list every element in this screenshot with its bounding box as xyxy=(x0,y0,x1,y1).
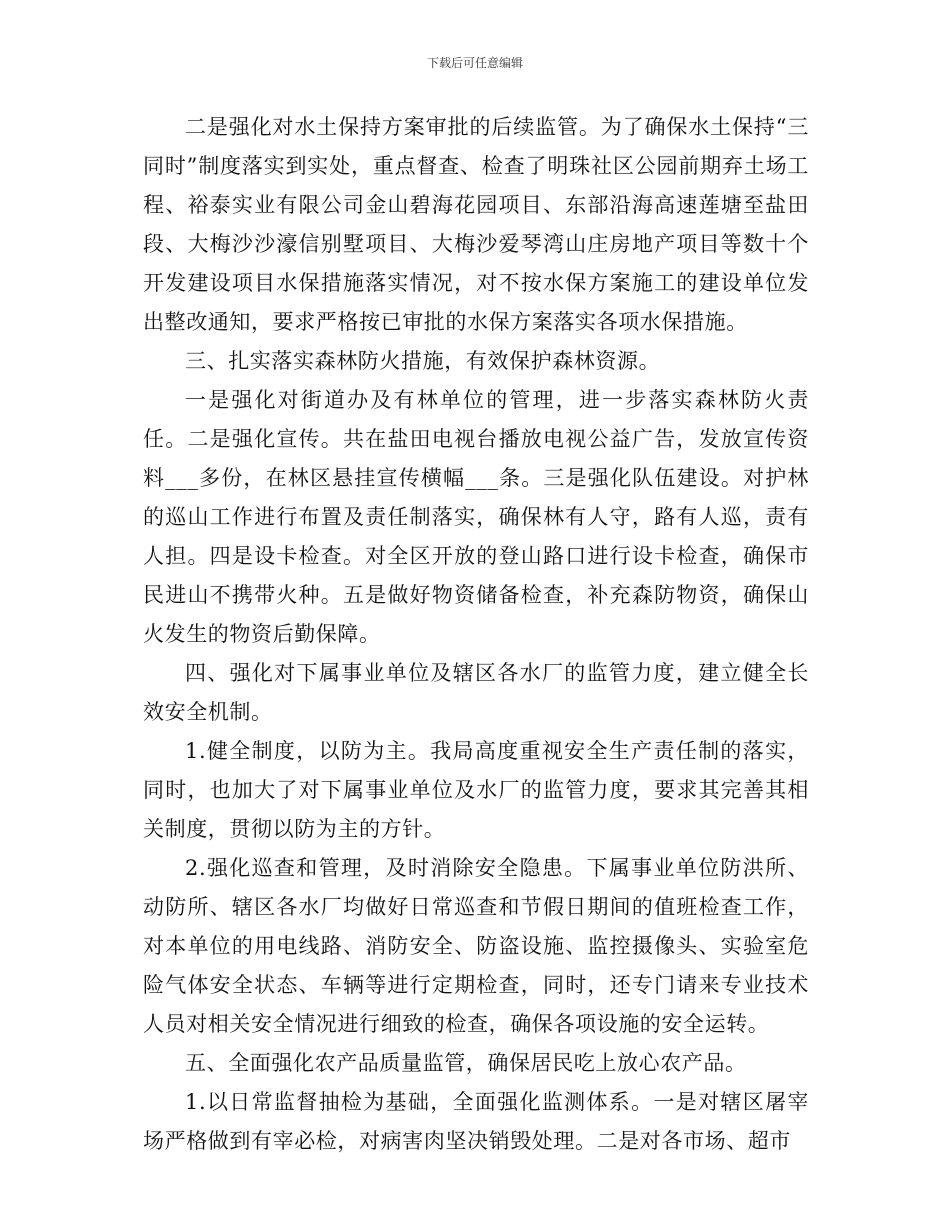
heading-forest-fire-prevention: 三、扎实落实森林防火措施，有效保护森林资源。 xyxy=(185,349,661,373)
paragraph-system-prevention: 1.健全制度，以防为主。我局高度重视安全生产责任制的落实，同时，也加大了对下属事业单位及水厂的监管力度，要求其完善其相关制度，贯彻以防为主的方针。 xyxy=(143,739,809,841)
heading-safety-mechanism: 四、强化对下属事业单位及辖区各水厂的监管力度，建立健全长效安全机制。 xyxy=(143,661,809,724)
page-header: 下载后可任意编辑 xyxy=(426,56,523,70)
heading-agricultural-quality: 五、全面强化农产品质量监管，确保居民吃上放心农产品。 xyxy=(185,1051,747,1075)
paragraph-monitoring-system: 1.以日常监督抽检为基础，全面强化监测体系。一是对辖区屠宰场严格做到有宰必检，对病害肉坚决销毁处理。二是对各市场、超市 xyxy=(143,1090,809,1153)
paragraph-forest-fire-measures: 一是强化对街道办及有林单位的管理，进一步落实森林防火责任。二是强化宣传。共在盐田电视台播放电视公益广告，发放宣传资料___多份，在林区悬挂宣传横幅___条。三是强化队伍建设。对护林的巡山工作进行布置及责任制落实，确保林有人守，路有人巡，责有人担。四是设卡检查。对全区开放的登山路口进行设卡检查，确保市民进山不携带火种。五是做好物资储备检查，补充森防物资，确保山火发生的物资后勤保障。 xyxy=(143,388,809,646)
paragraph-water-soil-supervision: 二是强化对水土保持方案审批的后续监管。为了确保水土保持“三同时”制度落实到实处，重点督查、检查了明珠社区公园前期弃土场工程、裕泰实业有限公司金山碧海花园项目、东部沿海高速莲塘至盐田段、大梅沙沙濠信别墅项目、大梅沙爱琴湾山庄房地产项目等数十个开发建设项目水保措施落实情况，对不按水保方案施工的建设单位发出整改通知，要求严格按已审批的水保方案落实各项水保措施。 xyxy=(143,115,809,334)
paragraph-inspection-management: 2.强化巡查和管理，及时消除安全隐患。下属事业单位防洪所、动防所、辖区各水厂均做好日常巡查和节假日期间的值班检查工作，对本单位的用电线路、消防安全、防盗设施、监控摄像头、实验室危险气体安全状态、车辆等进行定期检查，同时，还专门请来专业技术人员对相关安全情况进行细致的检查，确保各项设施的安全运转。 xyxy=(143,856,809,1036)
document-body xyxy=(143,108,809,1161)
